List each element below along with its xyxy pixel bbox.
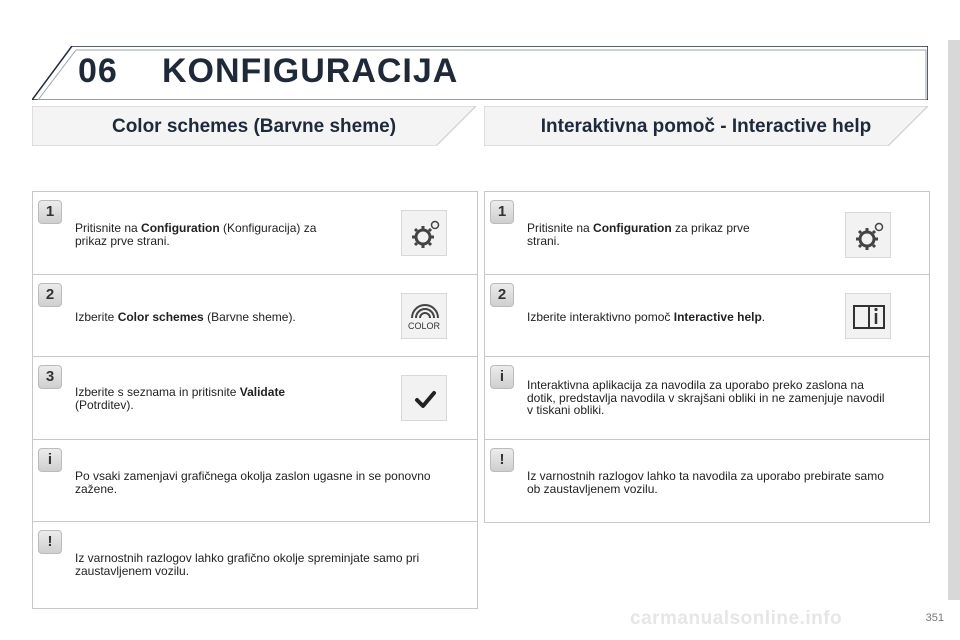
gear-icon — [846, 213, 892, 259]
color-schemes-icon — [402, 294, 448, 340]
step-number-badge: 1 — [490, 200, 514, 224]
section-title-interactive-help: Interaktivna pomoč - Interactive help — [540, 116, 872, 137]
info-text: Interaktivna aplikacija za navodila za uporabo preko zaslona na dotik, predstavlja navodila v skrajšani obliki in ne zamenjuje navodil v tiskani obliki. — [527, 378, 885, 417]
checkmark-icon — [402, 376, 448, 422]
configuration-button[interactable] — [401, 210, 447, 256]
interactive-help-button[interactable] — [845, 293, 891, 339]
step-text: Pritisnite na Configuration za prikaz prve strani. — [527, 221, 750, 248]
chapter-title: KONFIGURACIJA — [162, 52, 459, 90]
step-text: Izberite Color schemes (Barvne sheme). — [75, 310, 296, 324]
warning-icon: ! — [38, 530, 62, 554]
step-text: Izberite interaktivno pomoč Interactive help. — [527, 310, 766, 324]
step-number-badge: 1 — [38, 200, 62, 224]
warning-row — [485, 440, 929, 522]
color-icon-label: COLOR — [407, 321, 440, 331]
validate-button[interactable] — [401, 375, 447, 421]
step-row — [485, 192, 929, 275]
interactive-help-steps — [484, 191, 930, 523]
color-schemes-button[interactable] — [401, 293, 447, 339]
step-row — [33, 192, 477, 275]
gear-icon — [402, 211, 448, 257]
step-number-badge: 3 — [38, 365, 62, 389]
configuration-button[interactable] — [845, 212, 891, 258]
step-row — [485, 275, 929, 357]
step-text: Izberite s seznama in pritisnite Validate (Potrditev). — [75, 385, 286, 412]
warning-text: Iz varnostnih razlogov lahko grafično okolje spreminjate samo pri zaustavljenem vozilu. — [75, 551, 420, 578]
section-header-interactive-help — [484, 106, 928, 146]
info-text: Po vsaki zamenjavi grafičnega okolja zaslon ugasne in se ponovno zažene. — [75, 469, 431, 496]
step-number-badge: 2 — [38, 283, 62, 307]
info-icon: i — [38, 448, 62, 472]
warning-text: Iz varnostnih razlogov lahko ta navodila za uporabo prebirate samo ob zaustavljenem vozilu. — [527, 469, 884, 496]
color-schemes-steps — [32, 191, 478, 609]
book-info-icon — [846, 294, 892, 340]
step-row — [33, 357, 477, 440]
watermark: carmanualsonline.info — [630, 608, 843, 629]
info-row — [485, 357, 929, 440]
warning-icon: ! — [490, 448, 514, 472]
warning-row — [33, 522, 477, 608]
page-edge-bar — [948, 40, 960, 600]
section-header-color-schemes — [32, 106, 476, 146]
step-number-badge: 2 — [490, 283, 514, 307]
info-row — [33, 440, 477, 522]
page-number: 351 — [925, 612, 944, 624]
chapter-header — [32, 46, 928, 100]
info-icon: i — [490, 365, 514, 389]
step-text: Pritisnite na Configuration (Konfiguracija) za prikaz prve strani. — [75, 221, 317, 248]
step-row — [33, 275, 477, 357]
chapter-number: 06 — [78, 52, 118, 90]
section-title-color-schemes: Color schemes (Barvne sheme) — [111, 116, 397, 137]
